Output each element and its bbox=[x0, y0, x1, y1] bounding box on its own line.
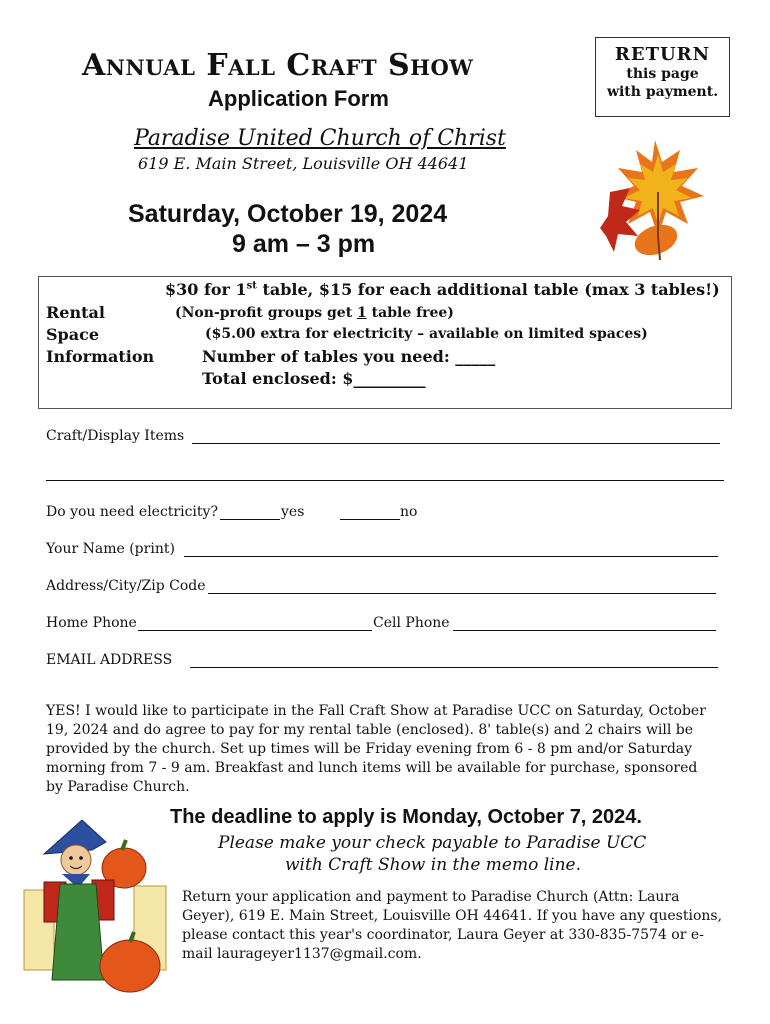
craft-items-line-2[interactable] bbox=[46, 480, 724, 481]
nonprofit-note bbox=[175, 305, 454, 321]
electricity-note: ($5.00 extra for electricity – available on limited spaces) bbox=[205, 326, 648, 342]
electricity-yes-line[interactable] bbox=[220, 519, 280, 520]
home-phone-label: Home Phone bbox=[46, 615, 137, 631]
table-pricing-sup: st bbox=[246, 280, 257, 292]
return-line-2: this page bbox=[626, 66, 699, 82]
total-enclosed-field[interactable]: Total enclosed: $_________ bbox=[202, 369, 426, 388]
event-date: Saturday, October 19, 2024 bbox=[128, 200, 448, 228]
home-phone-line[interactable] bbox=[138, 630, 372, 631]
craft-items-line-1[interactable] bbox=[192, 443, 720, 444]
email-label: EMAIL ADDRESS bbox=[46, 652, 173, 668]
return-line-1: RETURN bbox=[614, 44, 711, 65]
deadline-text: The deadline to apply is Monday, October 7, 2024. bbox=[170, 806, 642, 828]
scarecrow-icon bbox=[22, 820, 172, 996]
payment-instruction-2: with Craft Show in the memo line. bbox=[285, 855, 582, 875]
return-instructions: Return your application and payment to Paradise Church (Attn: Laura Geyer), 619 E. Main Street, Louisville OH 44641. If you have any questions, please contact this year's coordinator, Laura Geyer at 330-835-7574 or e-mail laurageyer1137@gmail.com. bbox=[182, 889, 723, 962]
address-label: Address/City/Zip Code bbox=[46, 578, 206, 594]
cell-phone-line[interactable] bbox=[453, 630, 716, 631]
craft-items-label: Craft/Display Items bbox=[46, 428, 185, 444]
page-subtitle: Application Form bbox=[208, 86, 389, 111]
rental-label-2: Space bbox=[46, 325, 100, 344]
nonprofit-note-num: 1 bbox=[357, 305, 367, 321]
cell-phone-label: Cell Phone bbox=[373, 615, 450, 631]
church-name: Paradise United Church of Christ bbox=[134, 126, 506, 151]
electricity-no-label: no bbox=[400, 504, 418, 520]
electricity-yes-label: yes bbox=[281, 504, 305, 520]
name-label: Your Name (print) bbox=[46, 541, 175, 557]
event-time: 9 am – 3 pm bbox=[232, 230, 376, 258]
nonprofit-note-a: (Non-profit groups get bbox=[175, 305, 358, 321]
email-line[interactable] bbox=[190, 667, 718, 668]
table-pricing-a: $30 for 1 bbox=[165, 280, 247, 299]
church-address: 619 E. Main Street, Louisville OH 44641 bbox=[138, 154, 469, 173]
rental-label-3: Information bbox=[46, 347, 155, 366]
tables-needed-field[interactable]: Number of tables you need: _____ bbox=[202, 347, 496, 366]
table-pricing-b: table, $15 for each additional table (max 3 tables!) bbox=[256, 280, 720, 299]
rental-label-1: Rental bbox=[46, 303, 105, 322]
payment-instruction-1: Please make your check payable to Paradise UCC bbox=[218, 833, 647, 853]
agreement-text: YES! I would like to participate in the Fall Craft Show at Paradise UCC on Saturday, October 19, 2024 and do agree to pay for my rental table (enclosed). 8' table(s) and 2 chairs will be provided by the church. Set up times will be Friday evening from 6 - 8 pm and/or Saturday morning from 7 - 9 am. Breakfast and lunch items will be available for purchase, sponsored by Paradise Church. bbox=[46, 703, 706, 795]
page-title: Annual Fall Craft Show bbox=[82, 48, 474, 83]
name-line[interactable] bbox=[184, 556, 718, 557]
table-pricing bbox=[165, 280, 720, 299]
rental-label bbox=[46, 302, 154, 368]
electricity-no-line[interactable] bbox=[340, 519, 400, 520]
address-line[interactable] bbox=[208, 593, 716, 594]
electricity-question: Do you need electricity? bbox=[46, 504, 218, 520]
return-notice-box bbox=[595, 37, 730, 117]
autumn-leaves-icon bbox=[600, 132, 720, 262]
return-line-3: with payment. bbox=[606, 84, 719, 100]
nonprofit-note-b: table free) bbox=[366, 305, 454, 321]
